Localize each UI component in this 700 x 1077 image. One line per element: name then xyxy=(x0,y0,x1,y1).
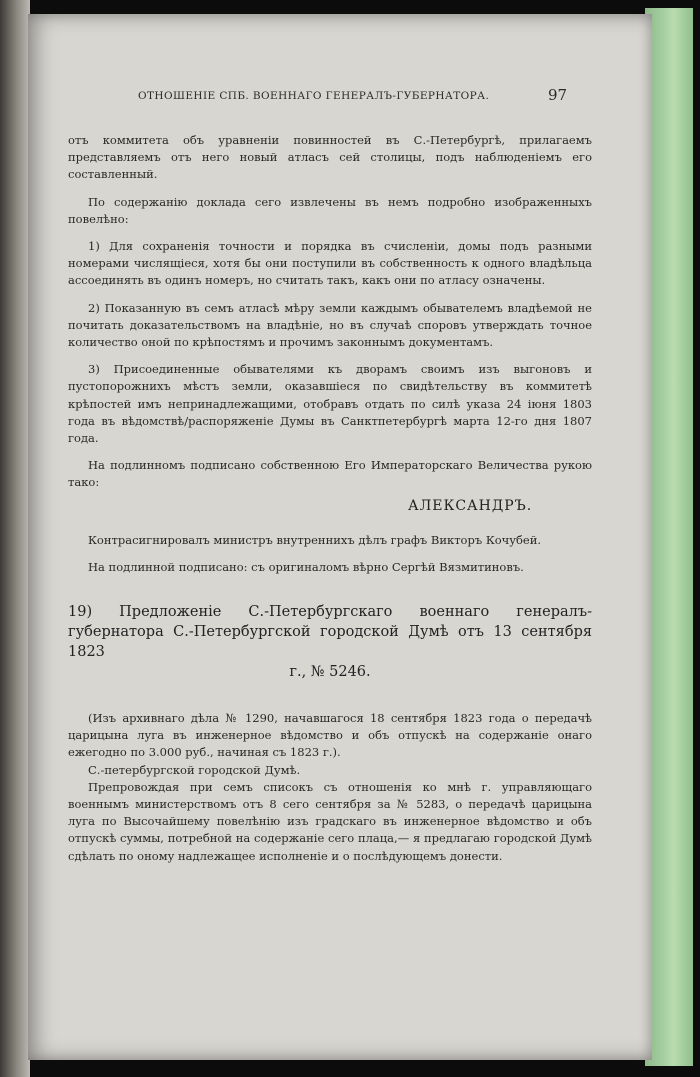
page-body xyxy=(68,132,592,865)
section-heading xyxy=(68,602,592,682)
paragraph: отъ коммитета объ уравненіи повинностей въ С.-Петербургѣ, прилагаемъ представляемъ отъ него новый атласъ сей столицы, подъ наблюденіемъ его составленный. xyxy=(68,133,592,182)
book-page-edge xyxy=(645,8,693,1066)
section-text: Препровождая при семъ списокъ съ отношенія ко мнѣ г. управляющаго военнымъ министерствомъ отъ 8 сего сентября за № 5283, о передачѣ царицына луга по Высочайшему повелѣнію изъ градскаго въ инженерное вѣдомство и объ отпускѣ суммы, потребной на содержаніе сего плаца,— я предлагаю городской Думѣ сдѣлать по оному надлежащее исполненіе и о послѣдующемъ донести. xyxy=(68,779,592,863)
page-header xyxy=(28,86,652,110)
archive-note: (Изъ архивнаго дѣла № 1290, начавшагося 18 сентября 1823 года о передачѣ царицына луга въ инженерное вѣдомство и объ отпускѣ на содержаніе онаго ежегодно по 3.000 руб., начиная съ 1823 г.). xyxy=(68,711,592,760)
signature-row xyxy=(68,498,592,522)
paragraph: 3) Присоединенные обывателями къ дворамъ своимъ изъ выгоновъ и пустопорожнихъ мѣстъ земли, оказавшіеся по свидѣтельству въ коммитетѣ крѣпостей имъ непринадлежащими, отобравъ отдать по силѣ указа 24 іюня 1803 года въ вѣдомствѣ/распоряженіе Думы въ Санктпетербургѣ марта 12-го дня 1807 года. xyxy=(68,362,592,446)
facing-page-edge xyxy=(0,0,30,1077)
section-heading-tail: г., № 5246. xyxy=(289,664,371,681)
paragraph: 1) Для сохраненія точности и порядка въ счисленіи, домы подъ разными номерами числящіеся, хотя бы они поступили въ собственность к одного владѣльца ассоединять въ одинъ номеръ, но считать такъ, какъ они по атласу означены. xyxy=(68,239,592,288)
book-page xyxy=(28,14,652,1060)
paragraph: 2) Показанную въ семъ атласѣ мѣру земли каждымъ обывателемъ владѣемой не почитать доказательствомъ на владѣніе, но въ случаѣ споровъ утверждать точное количество оной по крѣпостямъ и прочимъ законнымъ документамъ. xyxy=(68,300,592,350)
paragraph: По содержанію доклада сего извлечены въ немъ подробно изображенныхъ повелѣно: xyxy=(68,194,592,226)
running-head: ОТНОШЕНІЕ СПБ. ВОЕННАГО ГЕНЕРАЛЪ-ГУБЕРНАТОРА. xyxy=(138,90,490,102)
section-heading-main: 19) Предложеніе С.-Петербургскаго военнаго генералъ-губернатора С.-Петербургской городской Думѣ отъ 13 сентября 1823 xyxy=(68,604,592,661)
original-note: На подлинной подписано: съ оригиналомъ вѣрно Сергѣй Вязмитиновъ. xyxy=(88,559,524,574)
signature-intro: На подлинномъ подписано собственною Его Императорскаго Величества рукою тако: xyxy=(68,458,592,490)
addressee: С.-петербургской городской Думѣ. xyxy=(88,762,301,777)
countersignature: Контрасигнировалъ министръ внутреннихъ дѣлъ графъ Викторъ Кочубей. xyxy=(88,532,542,547)
page-number: 97 xyxy=(548,86,568,104)
imperial-signature: АЛЕКСАНДРЪ. xyxy=(408,497,533,514)
